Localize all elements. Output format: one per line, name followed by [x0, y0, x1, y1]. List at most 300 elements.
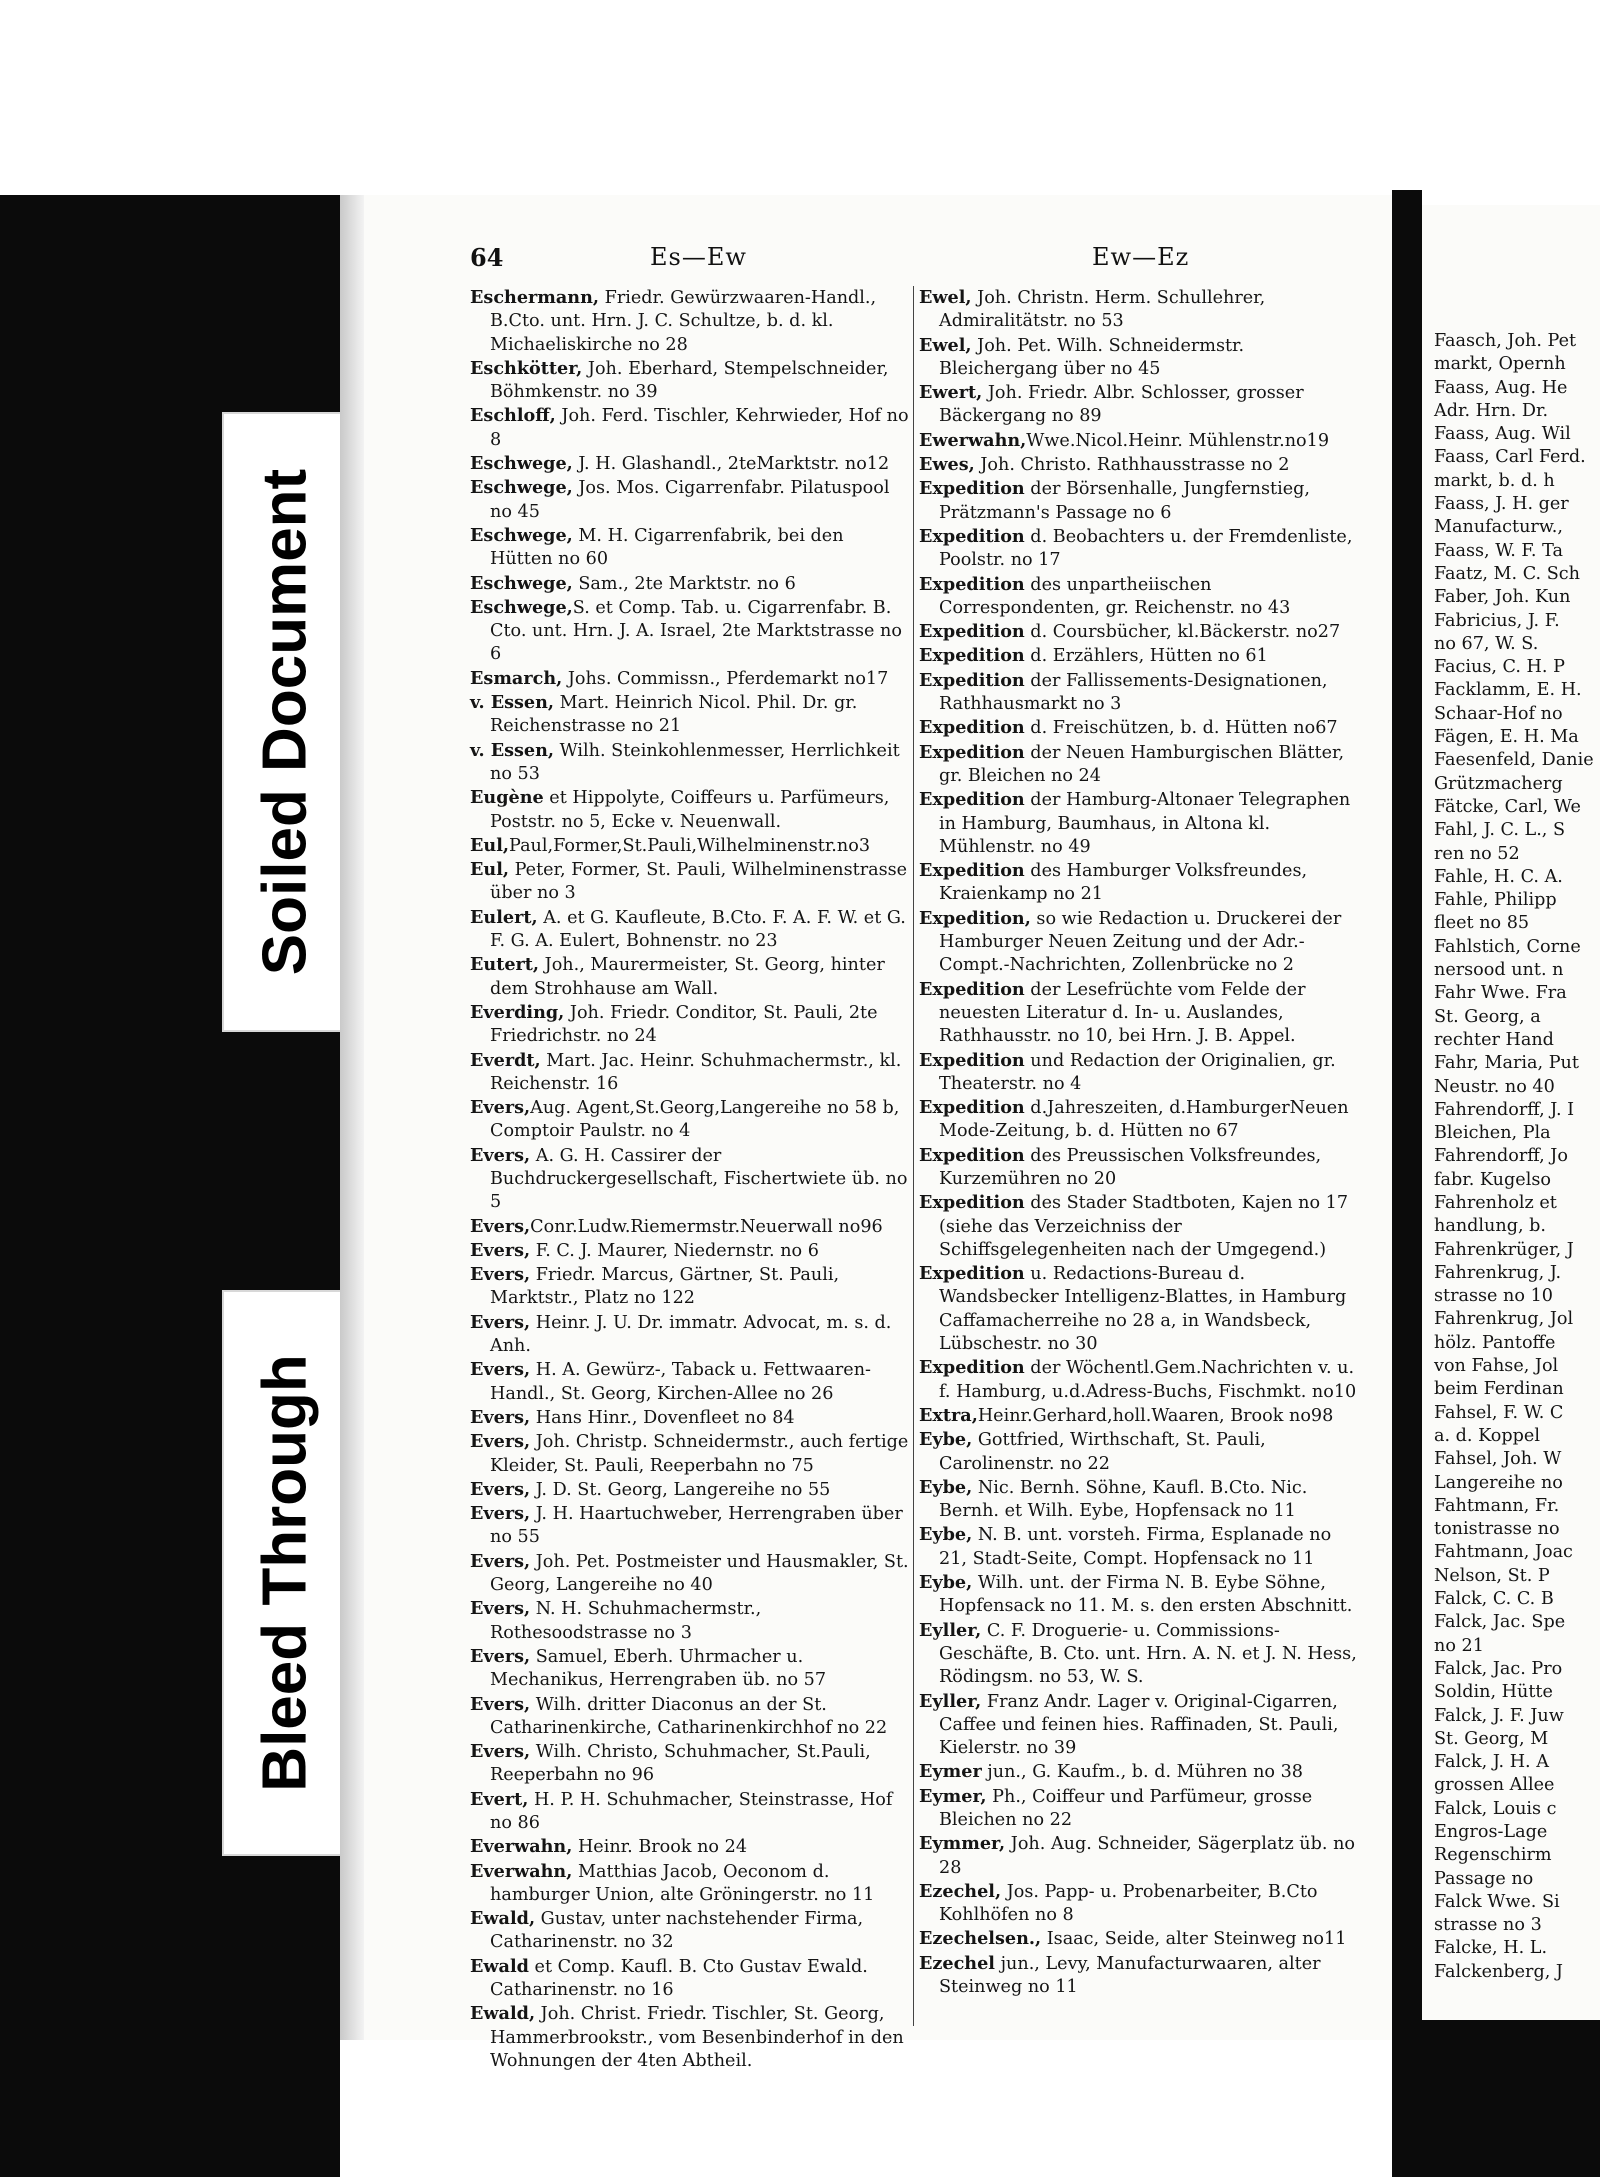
book-spine — [1392, 190, 1422, 2177]
next-page-line: tonistrasse no — [1434, 1519, 1560, 1540]
entry-name: Expedition — [919, 1263, 1025, 1285]
entry-details: so wie Redaction u. Druckerei der Hamburger Neuen Zeitung und der Adr.-Compt.-Nachrichten, Zollenbrücke no 2 — [939, 908, 1342, 976]
next-page-line: nersood unt. n — [1434, 960, 1564, 981]
entry-details: Wilh. unt. der Firma N. B. Eybe Söhne, Hopfensack no 11. M. s. den ersten Abschnitt. — [939, 1573, 1353, 1617]
entry-name: Expedition — [919, 860, 1025, 882]
directory-entry — [919, 1832, 1359, 1880]
entry-details: Mart. Heinrich Nicol. Phil. Dr. gr. Reichenstrasse no 21 — [490, 693, 858, 737]
directory-entry — [470, 524, 910, 572]
bottom-margin-dark — [0, 2040, 340, 2177]
next-page-line: Fägen, E. H. Ma — [1434, 727, 1579, 748]
entry-name: Expedition — [919, 478, 1025, 500]
next-page-line: Manufacturw., — [1434, 517, 1563, 538]
directory-entry — [470, 572, 910, 596]
next-page-line: Fahrendorff, Jo — [1434, 1146, 1568, 1167]
entry-name: Expedition — [919, 621, 1025, 643]
directory-entry — [470, 1430, 910, 1478]
entry-details: u. Redactions-Bureau d. Wandsbecker Intelligenz-Blattes, in Hamburg Caffamacherreihe no 28 a, in Wandsbeck, Lübschestr. no 30 — [939, 1264, 1347, 1355]
entry-details: J. H. Glashandl., 2teMarktstr. no12 — [572, 454, 890, 475]
directory-entry — [470, 596, 910, 667]
directory-entry — [470, 1311, 910, 1359]
next-page-line: Falckenberg, J — [1434, 1961, 1563, 1982]
entry-name: Ewald, — [470, 2003, 536, 2025]
left-column — [470, 286, 910, 2073]
soiled-document-label — [222, 412, 348, 1032]
next-page-line: markt, b. d. h — [1434, 470, 1555, 491]
entry-name: Evers, — [470, 1097, 531, 1119]
directory-entry — [470, 1239, 910, 1263]
entry-name: Eutert, — [470, 954, 540, 976]
entry-name: v. Essen, — [470, 739, 555, 761]
entry-details: Friedr. Marcus, Gärtner, St. Pauli, Marktstr., Platz no 122 — [490, 1265, 840, 1309]
entry-details: H. A. Gewürz-, Taback u. Fettwaaren-Handl., St. Georg, Kirchen-Allee no 26 — [490, 1360, 871, 1404]
next-page-line: strasse no 3 — [1434, 1915, 1542, 1936]
entry-details: A. G. H. Cassirer der Buchdruckergesellschaft, Fischertwiete üb. no 5 — [490, 1145, 908, 1213]
entry-name: Evers, — [470, 1264, 531, 1286]
next-page-line: fleet no 85 — [1434, 913, 1530, 934]
directory-entry — [470, 1049, 910, 1097]
next-page-line: Faesenfeld, Danie — [1434, 750, 1594, 771]
entry-details: Aug. Agent,St.Georg,Langereihe no 58 b, Comptoir Paulstr. no 4 — [490, 1098, 900, 1142]
entry-name: Ewel, — [919, 287, 972, 308]
entry-name: Eschwege, — [470, 524, 573, 546]
directory-entry — [470, 404, 910, 452]
entry-name: Expedition — [919, 1144, 1025, 1166]
entry-name: Expedition — [919, 1357, 1025, 1379]
entry-details: Joh. Ferd. Tischler, Kehrwieder, Hof no 8 — [490, 406, 909, 450]
entry-details: jun., Levy, Manufacturwaaren, alter Steinweg no 11 — [939, 1953, 1321, 1998]
directory-entry — [470, 1907, 910, 1955]
directory-entry — [470, 953, 910, 1001]
entry-details: Wilh. Steinkohlenmesser, Herrlichkeit no 53 — [490, 740, 900, 784]
entry-name: Eschermann, — [470, 287, 600, 308]
directory-entry — [470, 858, 910, 906]
directory-entry — [919, 644, 1359, 668]
directory-entry — [470, 357, 910, 405]
entry-name: Eschloff, — [470, 405, 556, 427]
directory-entry — [919, 1049, 1359, 1097]
directory-entry — [470, 476, 910, 524]
next-page-line: St. Georg, a — [1434, 1006, 1541, 1027]
directory-entry — [919, 1404, 1359, 1428]
next-page-line: von Fahse, Jol — [1434, 1356, 1559, 1377]
entry-details: Nic. Bernh. Söhne, Kaufl. B.Cto. Nic. Bernh. et Wilh. Eybe, Hopfensack no 11 — [939, 1477, 1308, 1522]
entry-details: F. C. J. Maurer, Niedernstr. no 6 — [530, 1240, 819, 1261]
entry-details: Peter, Former, St. Pauli, Wilhelminenstrasse über no 3 — [490, 860, 908, 904]
entry-details: et Comp. Kaufl. B. Cto Gustav Ewald. Catharinenstr. no 16 — [490, 1956, 868, 2001]
page-edge-shadow — [340, 195, 364, 2040]
next-page-line: Falck Wwe. Si — [1434, 1891, 1560, 1912]
entry-name: Eschwege, — [470, 596, 573, 618]
page-number: 64 — [470, 243, 504, 272]
next-page-line: Falck, Jac. Spe — [1434, 1612, 1566, 1633]
entry-details: Ph., Coiffeur und Parfümeur, grosse Bleichen no 22 — [939, 1786, 1313, 1830]
entry-name: Ewes, — [919, 454, 975, 476]
entry-details: jun., G. Kaufm., b. d. Mühren no 38 — [981, 1762, 1303, 1783]
entry-details: Johs. Commissn., Pferdemarkt no17 — [562, 668, 889, 689]
bottom-right-dark — [1392, 2020, 1600, 2177]
directory-entry — [919, 1571, 1359, 1619]
directory-entry — [919, 741, 1359, 789]
next-page-line: Engros-Lage — [1434, 1822, 1548, 1842]
entry-details: der Neuen Hamburgischen Blätter, gr. Bleichen no 24 — [939, 742, 1345, 786]
entry-name: Eschwege, — [470, 477, 573, 499]
directory-entry — [919, 1619, 1359, 1690]
entry-name: Ewert, — [919, 382, 983, 404]
next-page-line: Falck, Jac. Pro — [1434, 1658, 1563, 1679]
next-page-line: Facklamm, E. H. — [1434, 680, 1582, 701]
entry-details: A. et G. Kaufleute, B.Cto. F. A. F. W. et G. F. G. A. Eulert, Bohnenstr. no 23 — [490, 907, 906, 952]
entry-name: Eschwege, — [470, 572, 573, 594]
directory-entry — [470, 1358, 910, 1406]
directory-entry — [470, 1478, 910, 1502]
next-page-line: Soldin, Hütte — [1434, 1682, 1553, 1703]
entry-details: M. H. Cigarrenfabrik, bei den Hütten no 60 — [490, 525, 844, 570]
entry-name: Everdt, — [470, 1049, 541, 1071]
entry-name: Eul, — [470, 834, 510, 856]
directory-entry — [919, 1428, 1359, 1476]
directory-entry — [470, 739, 910, 787]
directory-entry — [919, 1262, 1359, 1356]
entry-details: d. Coursbücher, kl.Bäckerstr. no27 — [1024, 622, 1341, 643]
directory-entry — [470, 1835, 910, 1859]
entry-details: Conr.Ludw.Riemermstr.Neuerwall no96 — [530, 1216, 883, 1237]
next-page-line: ren no 52 — [1434, 843, 1520, 864]
entry-details: der Lesefrüchte vom Felde der neuesten Literatur d. In- u. Auslandes, Rathhausstr. no 10, bei Hrn. J. B. Appel. — [939, 979, 1306, 1047]
next-page-line: Fätcke, Carl, We — [1434, 796, 1581, 817]
directory-entry — [470, 1406, 910, 1430]
entry-details: des Preussischen Volksfreundes, Kurzemühren no 20 — [939, 1145, 1322, 1189]
entry-details: Joh. Christo. Rathhausstrasse no 2 — [974, 455, 1290, 476]
next-page-line: Fahle, Philipp — [1434, 890, 1557, 911]
entry-details: Isaac, Seide, alter Steinweg no11 — [1041, 1929, 1347, 1950]
next-page-line: Faasch, Joh. Pet — [1434, 331, 1577, 351]
entry-details: N. B. unt. vorsteh. Firma, Esplanade no 21, Stadt-Seite, Compt. Hopfensack no 11 — [939, 1525, 1332, 1569]
directory-entry — [919, 1144, 1359, 1192]
entry-name: Eybe, — [919, 1572, 973, 1594]
entry-details: Joh. Christ. Friedr. Tischler, St. Georg, Hammerbrookstr., vom Besenbinderhof in den Wohnungen der 4ten Abtheil. — [490, 2004, 904, 2071]
next-page-line: Neustr. no 40 — [1434, 1076, 1555, 1097]
entry-name: Everding, — [470, 1001, 565, 1023]
entry-name: Eschwege, — [470, 453, 573, 475]
entry-name: Esmarch, — [470, 667, 563, 689]
next-page-line: Fahrenholz et — [1434, 1192, 1557, 1213]
directory-entry — [470, 1597, 910, 1645]
entry-details: des unpartheiischen Correspondenten, gr. Reichenstr. no 43 — [939, 574, 1291, 618]
entry-name: Expedition — [919, 1097, 1025, 1119]
entry-name: Eybe, — [919, 1476, 973, 1498]
directory-entry — [919, 1356, 1359, 1404]
directory-entry — [919, 1096, 1359, 1144]
entry-name: Ewald, — [470, 1908, 536, 1930]
entry-details: Gottfried, Wirthschaft, St. Pauli, Carolinenstr. no 22 — [939, 1430, 1266, 1474]
next-page-line: Langereihe no — [1434, 1472, 1563, 1493]
entry-name: Evers, — [470, 1693, 531, 1715]
next-page-line: Fabricius, J. F. — [1434, 610, 1560, 631]
directory-entry — [919, 573, 1359, 621]
directory-entry — [919, 381, 1359, 429]
entry-details: d.Jahreszeiten, d.HamburgerNeuen Mode-Zeitung, b. d. Hütten no 67 — [939, 1098, 1349, 1142]
next-page-line: Fahrendorff, J. I — [1434, 1099, 1575, 1120]
entry-details: J. H. Haartuchweber, Herrengraben über no 55 — [490, 1504, 903, 1548]
entry-details: der Börsenhalle, Jungfernstieg, Prätzmann's Passage no 6 — [939, 479, 1310, 523]
entry-name: Eulert, — [470, 906, 538, 928]
entry-details: der Hamburg-Altonaer Telegraphen in Hamburg, Baumhaus, in Altona kl. Mühlenstr. no 49 — [939, 790, 1351, 857]
entry-name: Ewald — [470, 1955, 529, 1977]
directory-entry — [470, 1955, 910, 2003]
entry-name: Expedition — [919, 669, 1025, 691]
entry-name: Expedition — [919, 525, 1025, 547]
entry-name: Expedition — [919, 741, 1025, 763]
entry-details: Joh. Pet. Wilh. Schneidermstr. Bleichergang über no 45 — [939, 335, 1245, 379]
next-page-line: Adr. Hrn. Dr. — [1434, 400, 1549, 421]
entry-details: Heinr. J. U. Dr. immatr. Advocat, m. s. d. Anh. — [490, 1312, 892, 1357]
entry-details: Sam., 2te Marktstr. no 6 — [572, 573, 796, 594]
entry-name: Evers, — [470, 1598, 531, 1620]
directory-entry — [919, 1523, 1359, 1571]
next-page-line: strasse no 10 — [1434, 1286, 1553, 1307]
directory-entry — [470, 1215, 910, 1239]
entry-details: d. Erzählers, Hütten no 61 — [1024, 646, 1268, 667]
next-page-line: Faber, Joh. Kun — [1434, 587, 1571, 608]
next-page-line: Fahrenkrug, Jol — [1434, 1309, 1574, 1330]
directory-entry — [470, 1550, 910, 1598]
directory-entry — [470, 286, 910, 357]
entry-name: Evers, — [470, 1215, 531, 1237]
directory-entry — [470, 906, 910, 954]
entry-details: N. H. Schuhmachermstr., Rothesoodstrasse no 3 — [490, 1599, 762, 1643]
next-page-line: a. d. Koppel — [1434, 1425, 1540, 1446]
entry-details: Joh. Eberhard, Stempelschneider, Böhmkenstr. no 39 — [490, 358, 889, 403]
right-column — [919, 286, 1359, 1999]
directory-entry — [470, 1740, 910, 1788]
entry-details: des Stader Stadtboten, Kajen no 17 (siehe das Verzeichniss der Schiffsgelegenheiten nach der Umgegend.) — [939, 1193, 1349, 1260]
running-header-left: Es—Ew — [650, 243, 747, 271]
entry-name: Extra, — [919, 1404, 978, 1426]
entry-name: Evers, — [470, 1359, 531, 1381]
entry-name: Eymmer, — [919, 1833, 1006, 1855]
next-page-line: Fahr, Maria, Put — [1434, 1053, 1579, 1074]
directory-entry — [470, 1096, 910, 1144]
next-page-line: fabr. Kugelso — [1434, 1169, 1551, 1190]
entry-name: Ezechel, — [919, 1880, 1002, 1902]
entry-name: Expedition, — [919, 907, 1031, 929]
entry-name: Ewerwahn, — [919, 429, 1027, 451]
entry-name: Ezechelsen., — [919, 1928, 1042, 1950]
entry-name: Eymer — [919, 1761, 982, 1783]
next-page-line: Nelson, St. P — [1434, 1565, 1550, 1586]
entry-details: Heinr. Brook no 24 — [572, 1837, 748, 1858]
entry-name: Evers, — [470, 1741, 531, 1763]
entry-details: Mart. Jac. Heinr. Schuhmachermstr., kl. Reichenstr. 16 — [490, 1050, 902, 1094]
directory-entry — [470, 1144, 910, 1215]
directory-entry — [470, 667, 910, 691]
next-page-line: Fahle, H. C. A. — [1434, 866, 1563, 887]
next-page-line: Faass, Carl Ferd. — [1434, 447, 1586, 468]
next-page-line: Falcke, H. L. — [1434, 1938, 1548, 1959]
directory-entry — [919, 716, 1359, 740]
entry-name: Eybe, — [919, 1429, 973, 1451]
entry-details: Wwe.Nicol.Heinr. Mühlenstr.no19 — [1026, 430, 1330, 451]
directory-entry — [470, 1860, 910, 1908]
directory-entry — [470, 452, 910, 476]
next-page-line: no 67, W. S. — [1434, 633, 1539, 654]
directory-entry — [919, 788, 1359, 859]
directory-entry — [470, 1502, 910, 1550]
entry-details: Joh., Maurermeister, St. Georg, hinter dem Strohhause am Wall. — [490, 955, 885, 999]
entry-name: Evers, — [470, 1550, 531, 1572]
directory-entry — [919, 620, 1359, 644]
entry-name: Evers, — [470, 1406, 531, 1428]
entry-details: et Hippolyte, Coiffeurs u. Parfümeurs, Poststr. no 5, Ecke v. Neuenwall. — [490, 788, 890, 832]
next-page-line: beim Ferdinan — [1434, 1379, 1564, 1400]
entry-details: Hans Hinr., Dovenfleet no 84 — [530, 1407, 795, 1428]
next-page-line: Falck, Louis c — [1434, 1798, 1557, 1819]
entry-name: Everwahn, — [470, 1860, 573, 1882]
next-page-line: Falck, J. H. A — [1434, 1752, 1549, 1773]
entry-details: der Fallissements-Designationen, Rathhausmarkt no 3 — [939, 670, 1328, 715]
entry-name: Evers, — [470, 1311, 531, 1333]
directory-entry — [470, 1788, 910, 1836]
directory-entry — [919, 286, 1359, 334]
entry-name: Evers, — [470, 1239, 531, 1261]
directory-entry — [919, 1191, 1359, 1262]
entry-details: Jos. Mos. Cigarrenfabr. Pilatuspool no 45 — [490, 478, 890, 522]
next-page-line: rechter Hand — [1434, 1029, 1554, 1050]
directory-entry — [470, 1645, 910, 1693]
directory-entry — [470, 786, 910, 834]
directory-entry — [470, 2002, 910, 2073]
directory-entry — [919, 1476, 1359, 1524]
next-page-line: markt, Opernh — [1434, 354, 1566, 375]
next-page-line: Fahlstich, Corne — [1434, 936, 1581, 957]
entry-name: Expedition — [919, 1049, 1025, 1071]
next-page-line: Faass, Aug. Wil — [1434, 424, 1571, 445]
entry-details: J. D. St. Georg, Langereihe no 55 — [530, 1479, 831, 1500]
entry-name: Eyller, — [919, 1690, 982, 1712]
entry-details: Wilh. dritter Diaconus an der St. Catharinenkirche, Catharinenkirchhof no 22 — [490, 1694, 888, 1738]
next-page-line: Regenschirm — [1434, 1845, 1552, 1866]
next-page-column — [1434, 330, 1600, 1984]
next-page-line: Faatz, M. C. Sch — [1434, 563, 1580, 584]
entry-details: Paul,Former,St.Pauli,Wilhelminenstr.no3 — [509, 835, 871, 856]
next-page-line: Schaar-Hof no — [1434, 703, 1563, 724]
next-page-line: Bleichen, Pla — [1434, 1123, 1551, 1144]
entry-details: d. Beobachters u. der Fremdenliste, Poolstr. no 17 — [939, 526, 1353, 571]
directory-entry — [919, 1880, 1359, 1928]
entry-name: Expedition — [919, 1192, 1025, 1214]
next-page-partial — [1422, 205, 1600, 2020]
directory-entry — [919, 525, 1359, 573]
entry-name: Evert, — [470, 1788, 529, 1810]
next-page-line: St. Georg, M — [1434, 1728, 1549, 1749]
next-page-line: Fahsel, F. W. C — [1434, 1402, 1564, 1423]
directory-entry — [919, 1785, 1359, 1833]
directory-entry — [919, 669, 1359, 717]
entry-name: Evers, — [470, 1645, 531, 1667]
next-page-line: Fahrenkrüger, J — [1434, 1239, 1574, 1260]
entry-details: Jos. Papp- u. Probenarbeiter, B.Cto Kohlhöfen no 8 — [939, 1881, 1318, 1926]
entry-name: Evers, — [470, 1503, 531, 1525]
next-page-line: Grützmacherg — [1434, 773, 1563, 794]
directory-entry — [919, 429, 1359, 453]
entry-name: Eymer, — [919, 1785, 987, 1807]
entry-details: des Hamburger Volksfreundes, Kraienkamp no 21 — [939, 861, 1308, 905]
next-page-line: hölz. Pantoffe — [1434, 1332, 1556, 1353]
entry-name: Ewel, — [919, 334, 972, 356]
entry-details: d. Freischützen, b. d. Hütten no67 — [1024, 718, 1338, 739]
directory-entry — [470, 1263, 910, 1311]
directory-entry — [919, 1952, 1359, 2000]
entry-name: Expedition — [919, 573, 1025, 595]
entry-name: Evers, — [470, 1144, 531, 1166]
entry-details: Joh. Pet. Postmeister und Hausmakler, St. Georg, Langereihe no 40 — [490, 1551, 909, 1596]
entry-details: C. F. Droguerie- u. Commissions-Geschäfte, B. Cto. unt. Hrn. A. N. et J. N. Hess, Rödingsm. no 53, W. S. — [939, 1620, 1357, 1688]
directory-entry — [470, 1693, 910, 1741]
entry-name: Everwahn, — [470, 1836, 573, 1858]
soiled-document-text: Soiled Document — [250, 468, 320, 976]
entry-name: Evers, — [470, 1431, 531, 1453]
next-page-line: Faass, J. H. ger — [1434, 494, 1569, 515]
entry-details: Gustav, unter nachstehender Firma, Catharinenstr. no 32 — [490, 1909, 864, 1953]
entry-name: Expedition — [919, 978, 1025, 1000]
entry-name: Expedition — [919, 789, 1025, 811]
bleed-through-label — [222, 1290, 348, 1856]
next-page-line: Fahr Wwe. Fra — [1434, 983, 1567, 1004]
next-page-line: Passage no — [1434, 1868, 1534, 1889]
entry-name: Expedition — [919, 645, 1025, 667]
bleed-through-text: Bleed Through — [250, 1354, 320, 1792]
column-divider — [913, 286, 914, 2026]
running-header-right: Ew—Ez — [1092, 243, 1190, 271]
directory-entry — [919, 1927, 1359, 1951]
next-page-line: Falck, J. F. Juw — [1434, 1705, 1564, 1726]
entry-details: Franz Andr. Lager v. Original-Cigarren, Caffee und feinen hies. Raffinaden, St. Pauli, Kielerstr. no 39 — [939, 1691, 1339, 1759]
entry-name: Eul, — [470, 859, 510, 881]
entry-name: Evers, — [470, 1478, 531, 1500]
entry-details: Friedr. Gewürzwaaren-Handl., B.Cto. unt. Hrn. J. C. Schultze, b. d. kl. Michaeliskirche no 28 — [490, 288, 877, 355]
directory-entry — [470, 691, 910, 739]
directory-entry — [919, 1760, 1359, 1784]
entry-details: der Wöchentl.Gem.Nachrichten v. u. f. Hamburg, u.d.Adress-Buchs, Fischmkt. no10 — [939, 1358, 1357, 1402]
entry-details: und Redaction der Originalien, gr. Theaterstr. no 4 — [939, 1050, 1336, 1094]
entry-name: Expedition — [919, 717, 1025, 739]
directory-entry — [470, 834, 910, 858]
next-page-line: no 21 — [1434, 1635, 1484, 1656]
directory-entry — [919, 453, 1359, 477]
next-page-line: Faass, W. F. Ta — [1434, 540, 1563, 561]
entry-name: Eschkötter, — [470, 357, 583, 379]
next-page-line: Falck, C. C. B — [1434, 1589, 1554, 1610]
entry-name: v. Essen, — [470, 692, 555, 714]
next-page-line: Fahrenkrug, J. — [1434, 1262, 1562, 1283]
directory-entry — [470, 1001, 910, 1049]
entry-name: Eybe, — [919, 1524, 973, 1546]
next-page-line: Facius, C. H. P — [1434, 657, 1565, 678]
entry-details: Matthias Jacob, Oeconom d. hamburger Union, alte Gröningerstr. no 11 — [490, 1861, 875, 1905]
entry-details: H. P. H. Schuhmacher, Steinstrasse, Hof no 86 — [490, 1789, 893, 1833]
next-page-line: Fahl, J. C. L., S — [1434, 820, 1566, 841]
directory-entry — [919, 978, 1359, 1049]
entry-details: Joh. Aug. Schneider, Sägerplatz üb. no 28 — [939, 1834, 1356, 1878]
directory-entry — [919, 907, 1359, 978]
directory-entry — [919, 477, 1359, 525]
directory-entry — [919, 859, 1359, 907]
next-page-line: Fahtmann, Joac — [1434, 1542, 1573, 1563]
entry-details: Wilh. Christo, Schuhmacher, St.Pauli, Reeperbahn no 96 — [490, 1742, 871, 1786]
entry-details: Joh. Christp. Schneidermstr., auch fertige Kleider, St. Pauli, Reeperbahn no 75 — [490, 1432, 909, 1476]
directory-entry — [919, 1690, 1359, 1761]
